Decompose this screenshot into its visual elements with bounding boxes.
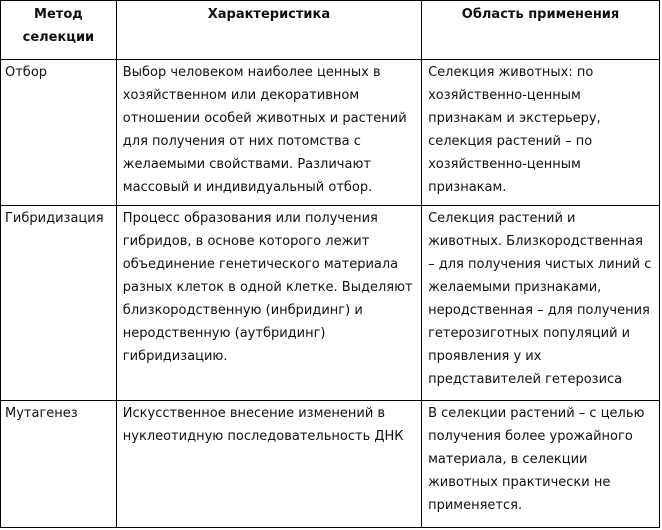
cell-method (1, 401, 117, 528)
cell-application (422, 60, 660, 206)
header-application: Область применения (422, 1, 660, 60)
table-row (1, 60, 660, 206)
characteristic-text: Выбор человеком наиболее ценных в хозяйственном или декоративном отношении особей животных и растений для получения от них потомства с желаемыми свойствами. Различают массовый и индивидуальный отбор. (122, 65, 407, 195)
method-label: Мутагенез (5, 406, 78, 421)
application-text: Селекция растений и животных. Близкородственная – для получения чистых линий с желаемыми признаками, неродственная – для получения гетерозиготных популяций и проявления у их представителей гетерозиса (428, 211, 652, 387)
application-text: Селекция животных: по хозяйственно-ценным признакам и экстерьеру, селекция растений – по хозяйственно-ценным признакам. (428, 65, 601, 195)
table-row (1, 401, 660, 528)
cell-characteristic (116, 60, 421, 206)
table-header-row (1, 1, 660, 60)
header-method: Метод селекции (1, 1, 117, 60)
method-label: Гибридизация (5, 211, 104, 226)
characteristic-text: Процесс образования или получения гибридов, в основе которого лежит объединение генетического материала разных клеток в одной клетке. Выделяют близкородственную (инбридинг) и неродственную (аутбридинг) гибридизацию. (122, 211, 413, 364)
cell-method (1, 60, 117, 206)
cell-characteristic (116, 401, 421, 528)
cell-application (422, 401, 660, 528)
cell-characteristic (116, 206, 421, 401)
table-row (1, 206, 660, 401)
header-characteristic: Характеристика (116, 1, 421, 60)
cell-application (422, 206, 660, 401)
application-text: В селекции растений – с целью получения более урожайного материала, в селекции животных практически не применяется. (428, 406, 645, 513)
characteristic-text: Искусственное внесение изменений в нуклеотидную последовательность ДНК (122, 406, 404, 444)
cell-method (1, 206, 117, 401)
method-label: Отбор (5, 65, 48, 80)
